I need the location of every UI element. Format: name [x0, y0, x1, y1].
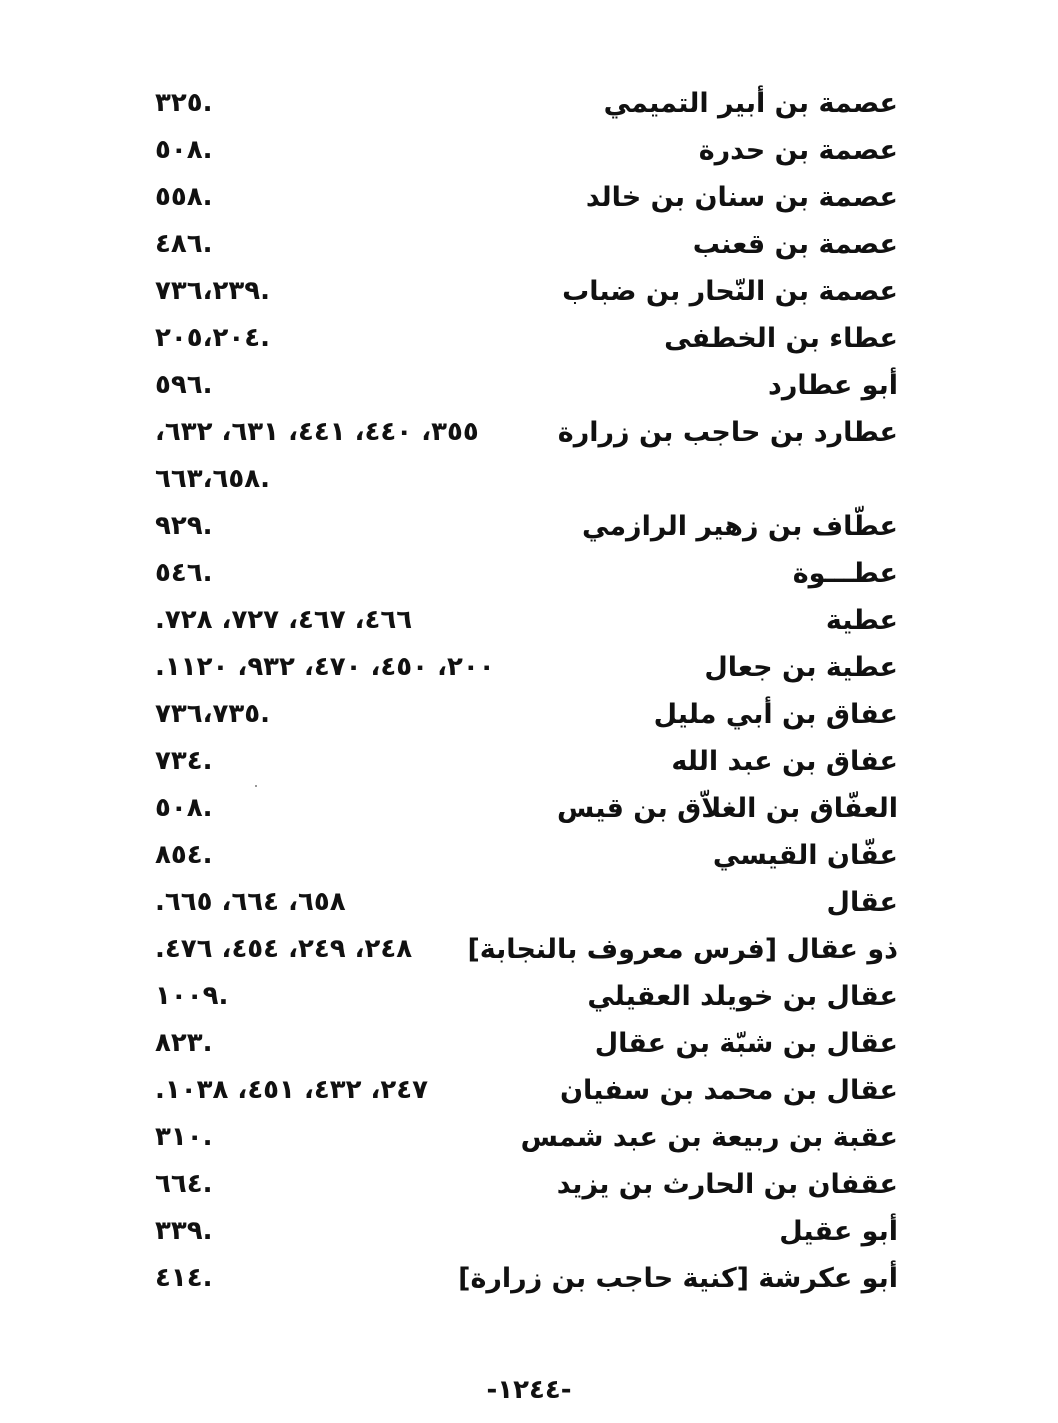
list-item: [0, 785, 1058, 832]
entry-pages: .٦٦٣،٦٥٨: [155, 464, 270, 494]
list-item: [0, 174, 1058, 221]
list-item-continuation: [0, 456, 1058, 503]
entry-pages: .٧٣٤: [155, 746, 213, 776]
entry-pages: .٣٣٩: [155, 1216, 213, 1246]
list-item: [0, 362, 1058, 409]
entry-name: عفاق بن أبي مليل: [653, 699, 898, 730]
list-item: [0, 1020, 1058, 1067]
page-number: -١٢٤٤-: [486, 1375, 572, 1405]
list-item: [0, 738, 1058, 785]
list-item: [0, 644, 1058, 691]
entry-name: عصمة بن أبير التميمي: [603, 88, 898, 119]
list-item: [0, 550, 1058, 597]
entry-pages: .٥٩٦: [155, 370, 213, 400]
entry-pages: .٨٢٣: [155, 1028, 213, 1058]
entry-name: أبو عقيل: [779, 1216, 898, 1247]
list-item: [0, 926, 1058, 973]
entry-name: عقال: [826, 887, 898, 918]
list-item: [0, 315, 1058, 362]
list-item: [0, 832, 1058, 879]
entry-name: عقال بن شبّة بن عقال: [594, 1028, 898, 1059]
list-item: [0, 879, 1058, 926]
entry-name: عطارد بن حاجب بن زرارة: [557, 417, 898, 448]
list-item: [0, 503, 1058, 550]
entry-name: عقبة بن ربيعة بن عبد شمس: [520, 1122, 898, 1153]
entry-name: عصمة بن سنان بن خالد: [585, 182, 898, 213]
entry-pages: .٧٣٦،٧٣٥: [155, 699, 270, 729]
entry-pages: ٢٠٠، ٤٥٠، ٤٧٠، ٩٣٢، ١١٢٠.: [155, 652, 495, 682]
list-item: [0, 1208, 1058, 1255]
entry-pages: .٥٤٦: [155, 558, 213, 588]
entry-pages: .٥٥٨: [155, 182, 213, 212]
entry-name: عفّان القيسي: [712, 840, 898, 871]
entry-name: العفّاق بن الغلاّق بن قيس: [557, 793, 898, 824]
entry-name: عطية: [825, 605, 898, 636]
entry-pages: .١٠٠٩: [155, 981, 229, 1011]
index-list: [0, 80, 1058, 1302]
entry-name: عطّاف بن زهير الرازمي: [582, 511, 898, 542]
entry-name: عصمة بن حدرة: [698, 135, 898, 166]
list-item: [0, 409, 1058, 456]
entry-pages: ٤٦٦، ٤٦٧، ٧٢٧، ٧٢٨.: [155, 605, 413, 635]
entry-pages: .٢٠٥،٢٠٤: [155, 323, 270, 353]
list-item: [0, 691, 1058, 738]
entry-pages: .٥٠٨: [155, 793, 213, 823]
entry-pages: .٦٦٤: [155, 1169, 213, 1199]
entry-pages: .٧٣٦،٢٣٩: [155, 276, 270, 306]
list-item: [0, 1114, 1058, 1161]
entry-name: ذو عقال [فرس معروف بالنجابة]: [467, 934, 898, 965]
list-item: [0, 1161, 1058, 1208]
entry-pages: ٢٤٨، ٢٤٩، ٤٥٤، ٤٧٦.: [155, 934, 413, 964]
entry-pages: .٨٥٤: [155, 840, 213, 870]
entry-name: عطاء بن الخطفى: [664, 323, 898, 354]
entry-name: عصمة بن النّحار بن ضباب: [562, 276, 898, 307]
entry-pages: .٣١٠: [155, 1122, 213, 1152]
entry-pages: .٣٢٥: [155, 88, 213, 118]
entry-pages: ٢٤٧، ٤٣٢، ٤٥١، ١٠٣٨.: [155, 1075, 429, 1105]
speck-mark: [255, 785, 257, 787]
list-item: [0, 973, 1058, 1020]
entry-name: أبو عطارد: [767, 370, 898, 401]
list-item: [0, 1067, 1058, 1114]
entry-pages: .٤٨٦: [155, 229, 213, 259]
entry-name: عطـــوة: [792, 558, 898, 589]
list-item: [0, 127, 1058, 174]
entry-pages: ٦٥٨، ٦٦٤، ٦٦٥.: [155, 887, 346, 917]
entry-name: أبو عكرشة [كنية حاجب بن زرارة]: [458, 1263, 898, 1294]
list-item: [0, 221, 1058, 268]
list-item: [0, 1255, 1058, 1302]
entry-name: عقفان بن الحارث بن يزيد: [556, 1169, 898, 1200]
entry-pages: .٥٠٨: [155, 135, 213, 165]
entry-name: عفاق بن عبد الله: [671, 746, 898, 777]
entry-pages: .٤١٤: [155, 1263, 213, 1293]
entry-name: عقال بن خويلد العقيلي: [587, 981, 898, 1012]
entry-name: عطية بن جعال: [704, 652, 898, 683]
list-item: [0, 597, 1058, 644]
entry-name: عقال بن محمد بن سفيان: [560, 1075, 898, 1106]
entry-name: عصمة بن قعنب: [692, 229, 898, 260]
entry-pages: .٩٢٩: [155, 511, 213, 541]
entry-pages: ٣٥٥، ٤٤٠، ٤٤١، ٦٣١، ٦٣٢،: [155, 417, 479, 447]
list-item: [0, 268, 1058, 315]
list-item: [0, 80, 1058, 127]
